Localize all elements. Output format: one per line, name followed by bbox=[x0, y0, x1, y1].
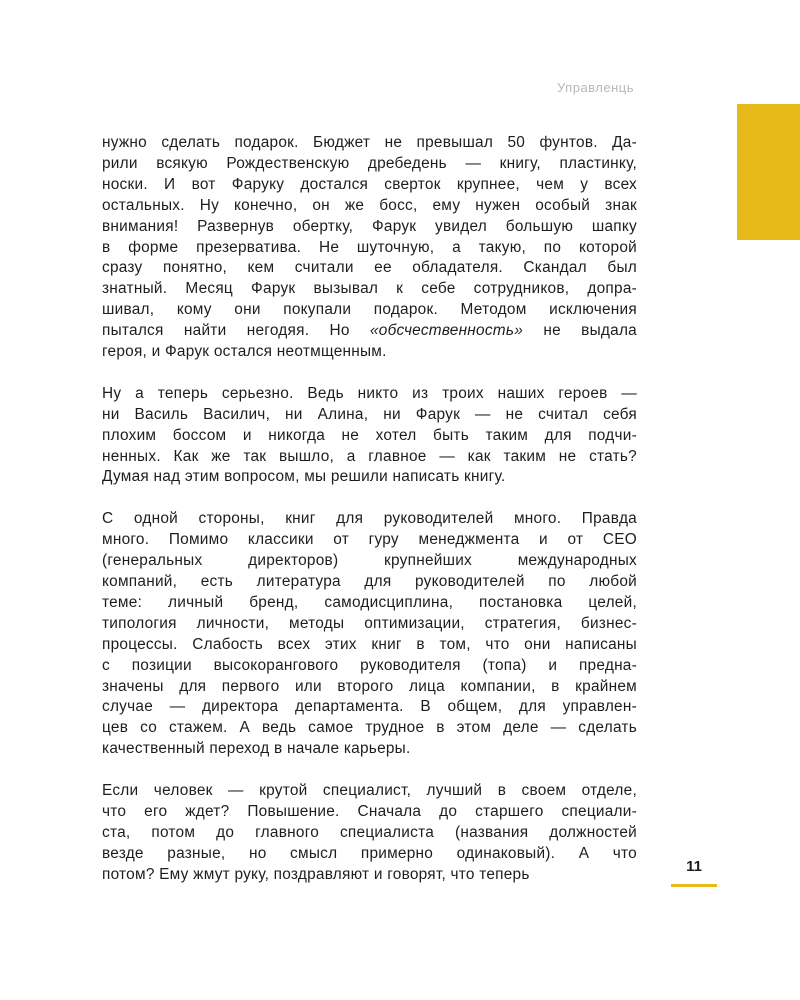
text-line: ста, потом до главного специалиста (названия должностей bbox=[102, 823, 637, 841]
text-line: пытался найти негодяя. Но «обсчественность» не выдала bbox=[102, 322, 637, 340]
text-line: шивал, кому они покупали подарок. Методом исключения bbox=[102, 301, 637, 319]
text-line: качественный переход в начале карьеры. bbox=[102, 740, 411, 758]
text-line: рили всякую Рождественскую дребедень — книгу, пластинку, bbox=[102, 154, 637, 172]
text-line: знатный. Месяц Фарук вызывал к себе сотрудников, допра- bbox=[102, 280, 637, 298]
text-line: процессы. Слабость всех этих книг в том, что они написаны bbox=[102, 635, 637, 653]
text-line: типология личности, методы оптимизации, стратегия, бизнес- bbox=[102, 614, 637, 632]
text-line: плохим боссом и никогда не хотел быть таким для подчи- bbox=[102, 426, 637, 444]
text-line: героя, и Фарук остался неотмщенным. bbox=[102, 343, 387, 361]
text-line: ненных. Как же так вышло, а главное — как таким не стать? bbox=[102, 447, 637, 465]
paragraph bbox=[102, 509, 637, 760]
text-line: носки. И вот Фаруку достался сверток крупнее, чем у всех bbox=[102, 175, 637, 193]
text-line: значены для первого или второго лица компании, в крайнем bbox=[102, 677, 637, 695]
text-line: Думая над этим вопросом, мы решили написать книгу. bbox=[102, 468, 506, 486]
text-line: много. Помимо классики от гуру менеджмента и от CEO bbox=[102, 531, 637, 549]
body-text bbox=[102, 133, 637, 906]
text-line: (генеральных директоров) крупнейших международных bbox=[102, 552, 637, 570]
page-number: 11 bbox=[686, 858, 702, 875]
chapter-tab-marker bbox=[737, 104, 800, 240]
page-number-underline bbox=[671, 884, 717, 887]
text-line: Ну а теперь серьезно. Ведь никто из троих наших героев — bbox=[102, 384, 637, 402]
text-line: везде разные, но смысл примерно одинаковый). А что bbox=[102, 844, 637, 862]
text-line: что его ждет? Повышение. Сначала до старшего специали- bbox=[102, 802, 637, 820]
paragraph bbox=[102, 781, 637, 886]
text-line: ни Василь Василич, ни Алина, ни Фарук — не считал себя bbox=[102, 405, 637, 423]
paragraph bbox=[102, 133, 637, 363]
text-line: цев со стажем. А ведь самое трудное в этом деле — сделать bbox=[102, 719, 637, 737]
text-line: внимания! Развернув обертку, Фарук увидел большую шапку bbox=[102, 217, 637, 235]
paragraph bbox=[102, 384, 637, 489]
text-line: случае — директора департамента. В общем, для управлен- bbox=[102, 698, 637, 716]
text-line: потом? Ему жмут руку, поздравляют и говорят, что теперь bbox=[102, 865, 530, 883]
text-line: теме: личный бренд, самодисциплина, постановка целей, bbox=[102, 593, 637, 611]
text-line: Если человек — крутой специалист, лучший в своем отделе, bbox=[102, 782, 637, 800]
text-line: компаний, есть литература для руководителей по любой bbox=[102, 573, 637, 590]
text-line: сразу понятно, кем считали ее обладателя. Скандал был bbox=[102, 259, 637, 277]
text-line: в форме презерватива. Не шуточную, а такую, по которой bbox=[102, 238, 637, 256]
running-head: Управленць bbox=[557, 80, 634, 95]
text-line: остальных. Ну конечно, он же босс, ему нужен особый знак bbox=[102, 196, 637, 214]
text-line: нужно сделать подарок. Бюджет не превышал 50 фунтов. Да- bbox=[102, 134, 637, 151]
italic-term: «обсчественность» bbox=[370, 322, 524, 340]
text-line: С одной стороны, книг для руководителей много. Правда bbox=[102, 510, 637, 528]
text-line: с позиции высокорангового руководителя (топа) и предна- bbox=[102, 656, 637, 674]
